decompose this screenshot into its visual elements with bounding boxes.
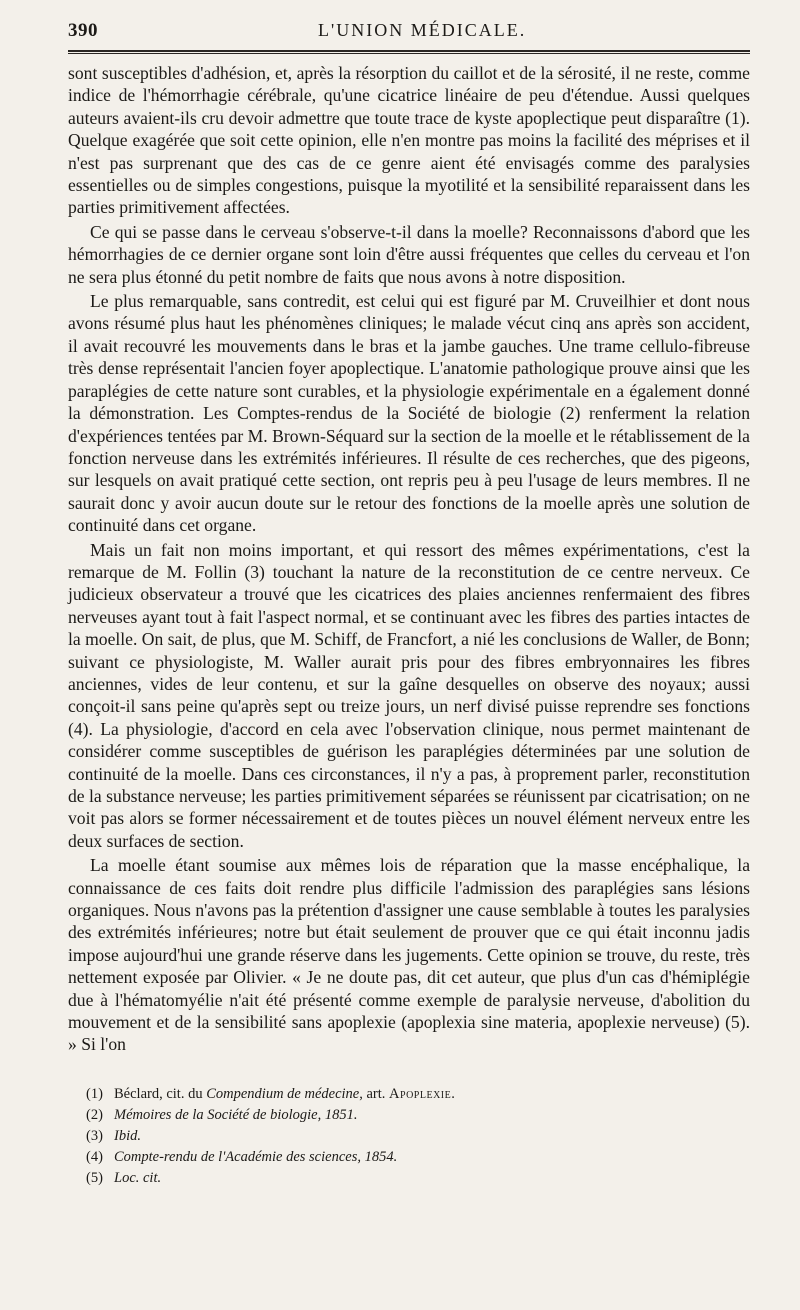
footnote bbox=[68, 1105, 750, 1126]
footnote bbox=[68, 1147, 750, 1168]
paragraph: La moelle étant soumise aux mêmes lois de réparation que la masse encéphalique, la connaissance de ces faits doit rendre plus difficile l'admission des paraplégies sans lésions organiques. Nous n'avons pas la prétention d'assigner une cause semblable à toutes les paralysies des extrémités inférieures; notre but était seulement de prouver que ce qui était inconnu jadis impose aujourd'hui une grande réserve dans les jugements. Cette opinion se trouve, du reste, très nettement exposée par Olivier. « Je ne doute pas, dit cet auteur, que plus d'un cas d'hémiplégie due à l'hématomyélie n'ait été présenté comme exemple de paralysie nerveuse, d'abolition du mouvement et de la sensibilité sans apoplexie (apoplexia sine materia, apoplexie nerveuse) (5). » Si l'on bbox=[68, 855, 750, 1055]
footnote bbox=[68, 1084, 750, 1105]
footnote-number: (4) bbox=[86, 1148, 103, 1165]
footnote-text: Compte-rendu de l'Académie des sciences, 1854. bbox=[114, 1148, 398, 1165]
page-number: 390 bbox=[68, 20, 98, 41]
footnote-number: (3) bbox=[86, 1127, 103, 1144]
footnote-title: Compendium de médecine bbox=[206, 1085, 360, 1102]
footnote-smallcaps: Apoplexie. bbox=[389, 1085, 456, 1102]
footnote-text: Loc. cit. bbox=[114, 1169, 162, 1186]
paragraph: Mais un fait non moins important, et qui ressort des mêmes expérimentations, c'est la remarque de M. Follin (3) touchant la nature de la reconstitution de ce centre nerveux. Ce judicieux observateur a trouvé que les cicatrices des plaies anciennes renfermaient des fibres nerveuses ayant tout à fait l'aspect normal, et se continuant avec les fibres des parties intactes de la moelle. On sait, de plus, que M. Schiff, de Francfort, a nié les conclusions de Waller, de Bonn; suivant ce physiologiste, M. Waller aurait pris pour des fibres embryonnaires les fibres anciennes, vides de leur contenu, et sur la gaîne desquelles on observe des noyaux; aussi conçoit-il sans peine qu'après sept ou treize jours, un nerf divisé puisse reprendre ses fonctions (4). La physiologie, d'accord en cela avec l'observation clinique, nous permet maintenant de considérer comme susceptibles de guérison les paraplégies déterminées par une solution de continuité de la moelle. Dans ces circonstances, il n'y a pas, à proprement parler, reconstitution de la substance nerveuse; les parties primitivement séparées se réunissent par cicatrisation; on ne voit pas alors se former nécessairement et de toutes pièces un nouvel élément nerveux entre les deux surfaces de section. bbox=[68, 539, 750, 851]
paragraph: sont susceptibles d'adhésion, et, après la résorption du caillot et de la sérosité, il ne reste, comme indice de l'hémorrhagie cérébrale, qu'une cicatrice linéaire de peu d'étendue. Aussi quelques auteurs avaient-ils cru devoir admettre que toute trace de kyste apoplectique peut disparaître (1). Quelque exagérée que soit cette opinion, elle n'en montre pas moins la facilité des méprises et il n'est pas surprenant que des cas de ce genre aient été envisagés comme des paralysies essentielles ou de simples congestions, puisque la myotilité et la sensibilité reparaissent dans les parties primitivement affectées. bbox=[68, 63, 750, 218]
page-header bbox=[68, 14, 750, 46]
footnote-text: Ibid. bbox=[114, 1127, 141, 1144]
footnote bbox=[68, 1168, 750, 1189]
body-text bbox=[68, 62, 750, 1056]
footnote-text: Mémoires de la Société de biologie, 1851. bbox=[114, 1106, 358, 1123]
footnote-text-part: , art. bbox=[359, 1085, 390, 1102]
paragraph: Le plus remarquable, sans contredit, est celui qui est figuré par M. Cruveilhier et dont nous avons résumé plus haut les phénomènes cliniques; le malade vécut cinq ans après son accident, il avait recouvré les mouvements dans le bras et la jambe gauches. Une trame cellulo-fibreuse très dense représentait l'ancien foyer apoplectique. L'anatomie pathologique prouve ainsi que les paraplégies de cette nature sont curables, et la physiologie expérimentale en a également donné la démonstration. Les Comptes-rendus de la Société de biologie (2) renferment la relation d'expériences tentées par M. Brown-Séquard sur la section de la moelle et le rétablissement de la fonction nerveuse dans les extrémités inférieures. Il résulte de ces recherches, que des pigeons, sur lesquels on avait pratiqué cette section, ont repris peu à peu l'usage de leurs membres. Il ne saurait donc y avoir aucun doute sur le retour des fonctions de la moelle après une solution de continuité dans cet organe. bbox=[68, 291, 750, 536]
footnote-text bbox=[114, 1084, 455, 1105]
footnote-number: (2) bbox=[86, 1106, 103, 1123]
footnote-number: (1) bbox=[86, 1085, 103, 1102]
paragraph: Ce qui se passe dans le cerveau s'observe-t-il dans la moelle? Reconnaissons d'abord que les hémorrhagies de ce dernier organe sont loin d'être aussi fréquentes que celles du cerveau et l'on ne sera plus étonné du petit nombre de faits que nous avons à notre disposition. bbox=[68, 221, 750, 287]
running-head: L'UNION MÉDICALE. bbox=[318, 20, 527, 40]
footnote bbox=[68, 1126, 750, 1147]
footnote-text-part: Béclard, cit. du bbox=[114, 1085, 207, 1102]
footnote-number: (5) bbox=[86, 1169, 103, 1186]
footnotes bbox=[68, 1084, 750, 1189]
header-rule bbox=[68, 50, 750, 54]
